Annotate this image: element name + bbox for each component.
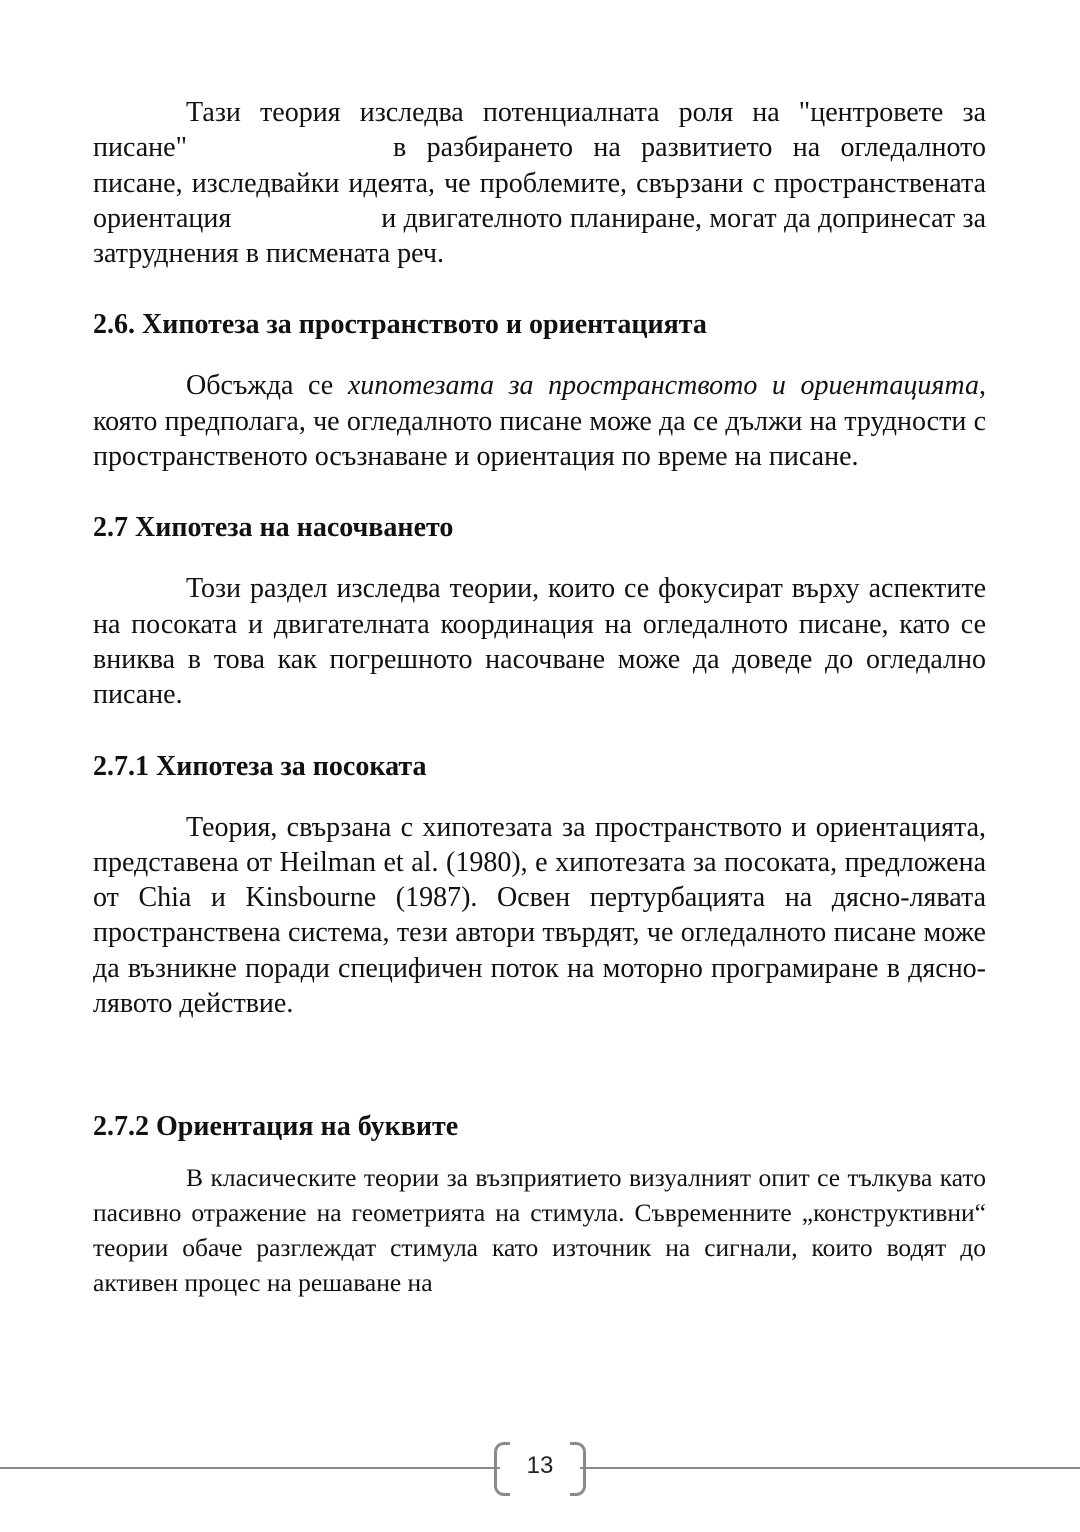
page-number: 13 xyxy=(526,1452,554,1479)
footer-rule-right xyxy=(580,1467,1080,1469)
heading-2-7-2: 2.7.2 Ориентация на буквите xyxy=(93,1111,459,1143)
page-body xyxy=(93,95,986,1300)
heading-2-7-1: 2.7.1 Хипотеза за посоката xyxy=(93,750,427,782)
paragraph-space-orientation xyxy=(93,368,986,474)
footer-rule-left xyxy=(0,1467,500,1469)
paragraph-text: Тази теория изследва потенциалната роля на "центровете за писане" xyxy=(93,97,986,164)
heading-2-7: 2.7 Хипотеза на насочването xyxy=(93,512,454,544)
paragraph-direction-theories: Този раздел изследва теории, които се фокусират върху аспектите на посоката и двигателната координация на огледалното писане, като се вниква в това как погрешното насочване може да доведе до огледално писане. xyxy=(93,573,986,711)
paragraph-text: Обсъжда се xyxy=(186,370,348,402)
paragraph-centers-theory xyxy=(93,95,986,271)
italic-term: хипотезата за пространството и ориентацията xyxy=(347,370,979,402)
paragraph-text: в разбирането на развитието на огледалното писане, изследвайки идеята, че проблемите, свързани с пространствената ориентация xyxy=(93,132,986,234)
right-brace-icon xyxy=(570,1442,586,1496)
left-brace-icon xyxy=(494,1442,510,1496)
heading-2-6: 2.6. Хипотеза за пространството и ориентацията xyxy=(93,309,707,341)
paragraph-direction-hypothesis: Теория, свързана с хипотезата за пространството и ориентацията, представена от Heilman et al. (1980), е хипотезата за посоката, предложена от Chia и Kinsbourne (1987). Освен пертурбацията на дясно-лявата пространствена система, тези автори твърдят, че огледалното писане може да възникне поради специфичен поток на моторно програмиране в дясно-лявото действие. xyxy=(93,811,986,1020)
paragraph-text: и двигателното планиране, могат да допринесат за затруднения в писмената реч. xyxy=(93,202,986,270)
paragraph-letter-orientation: В класическите теории за възприятието визуалният опит се тълкува като пасивно отражение на геометрията на стимула. Съвременните „конструктивни“ теории обаче разглеждат стимула като източник на сигнали, които водят до активен процес на решаване на xyxy=(93,1163,986,1298)
paragraph-text: , която предполага, че огледалното писане може да се дължи на трудности с пространственото осъзнаване и ориентация по време на писане. xyxy=(93,370,986,473)
